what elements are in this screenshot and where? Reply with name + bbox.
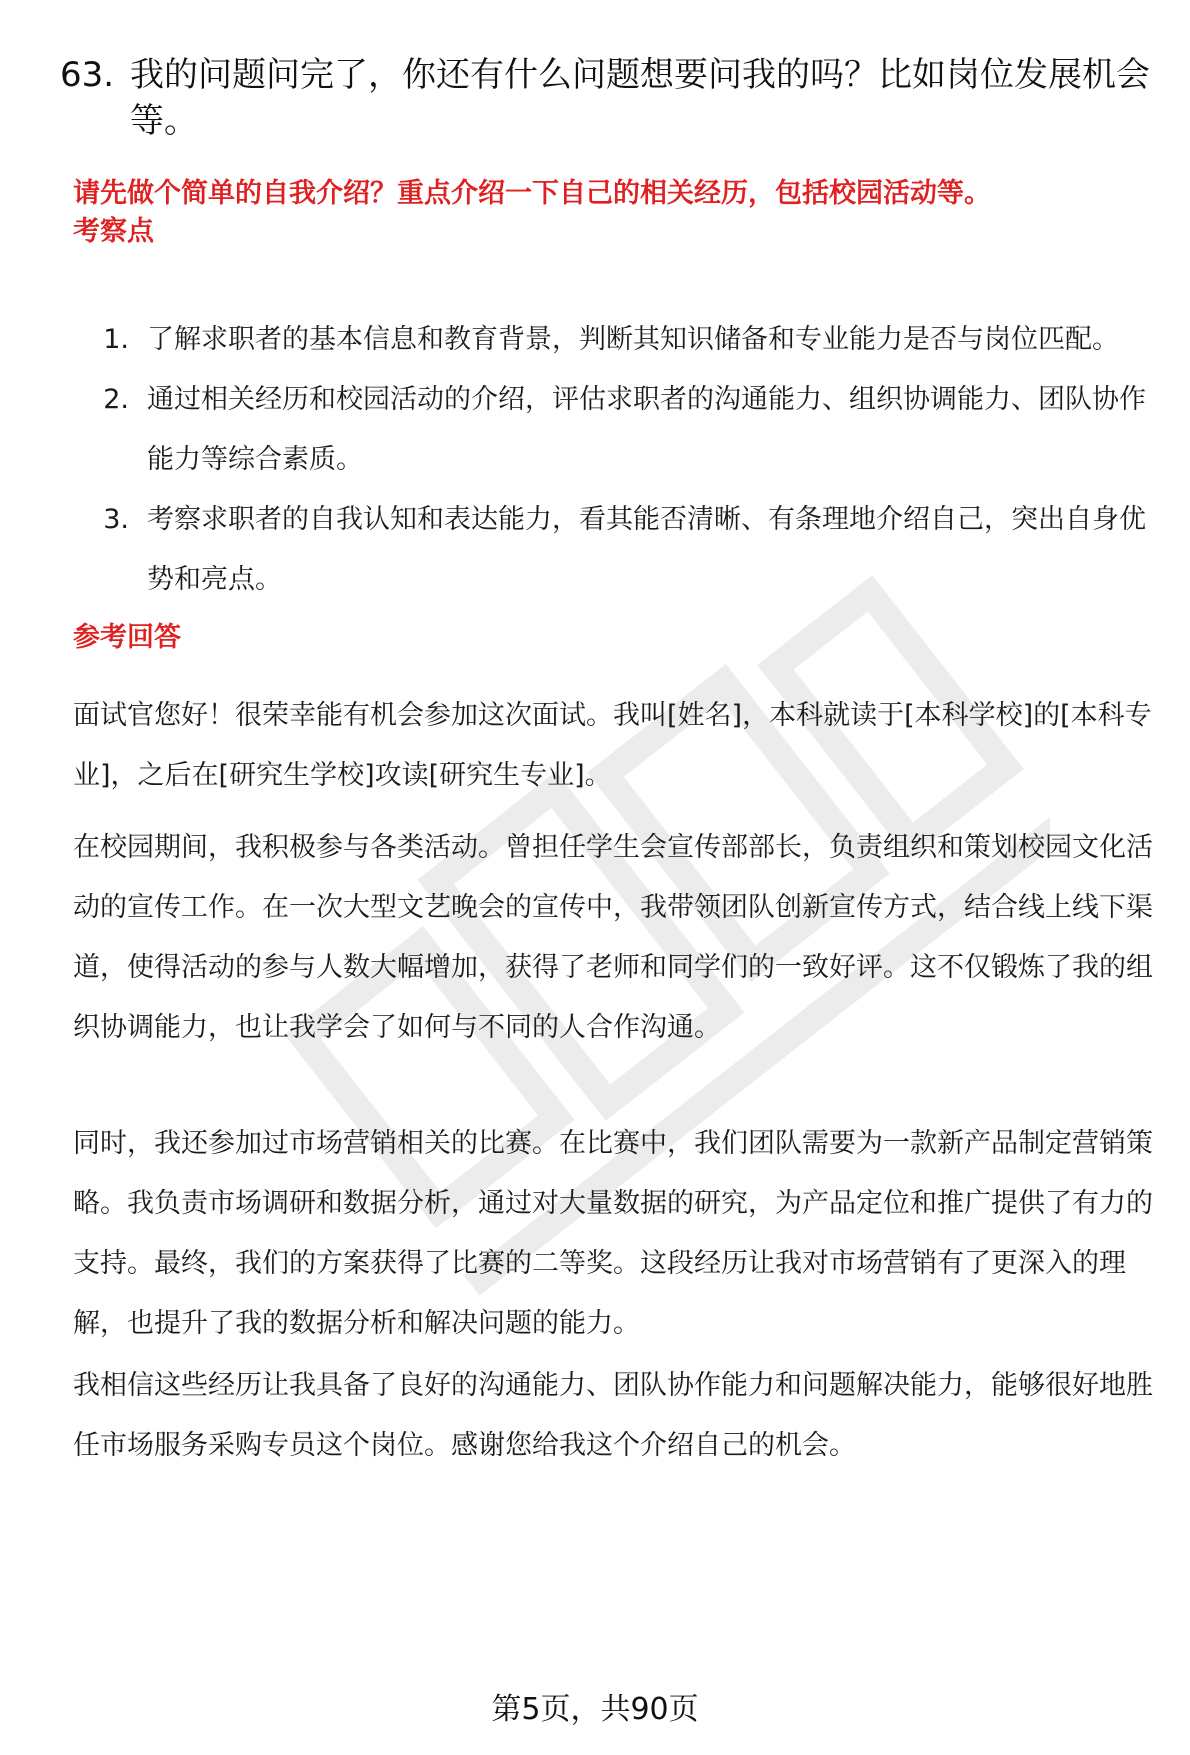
- list-item: [73, 490, 1153, 610]
- page-footer: 第5页，共90页: [491, 1692, 699, 1727]
- answer-heading: 参考回答: [73, 622, 181, 653]
- list-item-text: 了解求职者的基本信息和教育背景，判断其知识储备和专业能力是否与岗位匹配。: [147, 324, 1119, 355]
- interview-question: 请先做个简单的自我介绍？重点介绍一下自己的相关经历，包括校园活动等。: [73, 178, 991, 209]
- answer-paragraph-campus: 在校园期间，我积极参与各类活动。曾担任学生会宣传部部长，负责组织和策划校园文化活动的宣传工作。在一次大型文艺晚会的宣传中，我带领团队创新宣传方式，结合线上线下渠道，使得活动的参与人数大幅增加，获得了老师和同学们的一致好评。这不仅锻炼了我的组织协调能力，也让我学会了如何与不同的人合作沟通。: [73, 832, 1153, 1043]
- list-item-number: 2.: [103, 384, 129, 415]
- question-text: 我的问题问完了，你还有什么问题想要问我的吗？比如岗位发展机会等。: [130, 55, 1150, 141]
- answer-paragraph-closing: 我相信这些经历让我具备了良好的沟通能力、团队协作能力和问题解决能力，能够很好地胜任市场服务采购专员这个岗位。感谢您给我这个介绍自己的机会。: [73, 1370, 1153, 1461]
- answer-paragraph-competition: 同时，我还参加过市场营销相关的比赛。在比赛中，我们团队需要为一款新产品制定营销策略。我负责市场调研和数据分析，通过对大量数据的研究，为产品定位和推广提供了有力的支持。最终，我们的方案获得了比赛的二等奖。这段经历让我对市场营销有了更深入的理解，也提升了我的数据分析和解决问题的能力。: [73, 1128, 1153, 1339]
- points-list: [73, 310, 1153, 610]
- list-item-text: 考察求职者的自我认知和表达能力，看其能否清晰、有条理地介绍自己，突出自身优势和亮点。: [147, 504, 1146, 595]
- list-item-text: 通过相关经历和校园活动的介绍，评估求职者的沟通能力、组织协调能力、团队协作能力等综合素质。: [147, 384, 1146, 475]
- list-item: [73, 370, 1153, 490]
- points-heading: 考察点: [73, 216, 154, 247]
- list-item-number: 1.: [103, 324, 129, 355]
- question-number: 63.: [60, 55, 115, 95]
- list-item: [73, 310, 1153, 370]
- answer-paragraph-intro: 面试官您好！很荣幸能有机会参加这次面试。我叫[姓名]，本科就读于[本科学校]的[本科专业]，之后在[研究生学校]攻读[研究生专业]。: [73, 700, 1152, 791]
- list-item-number: 3.: [103, 504, 129, 535]
- question-title: [60, 52, 1150, 144]
